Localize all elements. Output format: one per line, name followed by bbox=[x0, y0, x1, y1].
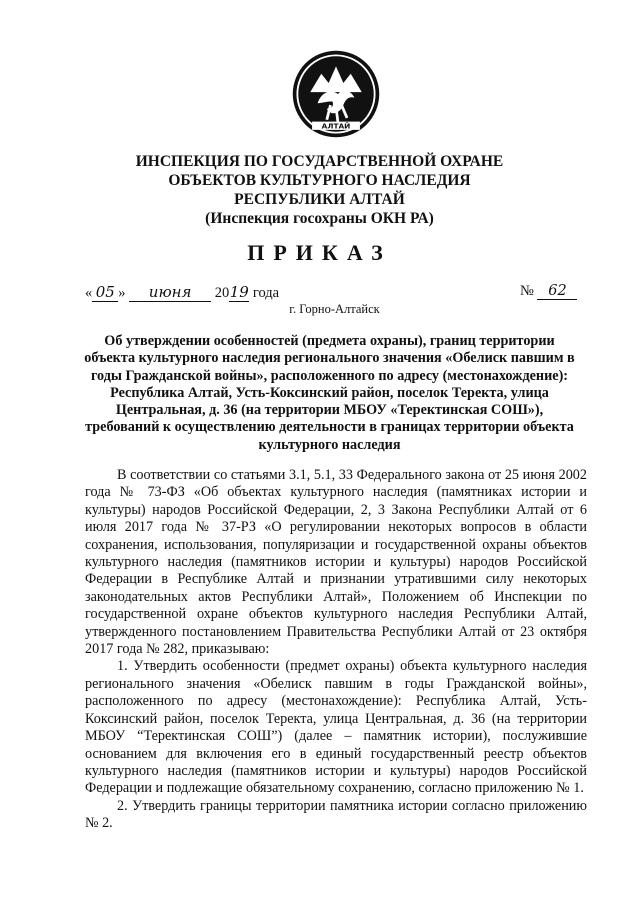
preamble-paragraph: В соответствии со статьями 3.1, 5.1, 33 Федерального закона от 25 июня 2002 года № 73-ФЗ «Об объектах культурного наследия (памятниках истории и культуры) народов Российской Федерации, 2, 3 Закона Республики Алтай от 6 июля 2017 года № 37-РЗ «О регулировании некоторых вопросов в области сохранения, использования, популяризации и государственной охраны объектов культурного наследия (памятников истории и культуры) народов Российской Федерации в Республике Алтай и признании утратившими силу некоторых законодательных актов Республики Алтай», Положением об Инспекции по государственной охране объектов культурного наследия Республики Алтай, утвержденного постановлением Правительства Республики Алтай от 23 октября 2017 года № 282, приказываю: bbox=[85, 467, 587, 658]
date-day: 05 bbox=[92, 283, 118, 302]
date-close-quote: » bbox=[118, 285, 126, 301]
org-line: ОБЪЕКТОВ КУЛЬТУРНОГО НАСЛЕДИЯ bbox=[168, 172, 471, 189]
date-open-quote: « bbox=[85, 285, 93, 301]
coat-of-arms-emblem bbox=[290, 48, 382, 140]
org-line: ИНСПЕКЦИЯ ПО ГОСУДАРСТВЕННОЙ ОХРАНЕ bbox=[135, 153, 504, 170]
order-number bbox=[520, 283, 577, 300]
date-year-suffix: 19 bbox=[229, 283, 249, 301]
item-1-paragraph: 1. Утвердить особенности (предмет охраны) объекта культурного наследия регионального значения «Обелиск павшим в годы Гражданской войны», расположенного по адресу (местонахождение): Республика Алтай, Усть-Коксинский район, поселок Теректа, улица Центральная, д. 36 (на территории МБОУ “Теректинская СОШ”) (далее – памятник истории), послужившие основанием для включения его в единый государственный реестр объектов культурного наследия (памятников истории и культуры) народов Российской Федерации и подлежащие обязательному сохранению, согласно приложению № 1. bbox=[85, 658, 587, 797]
item-2-paragraph: 2. Утвердить границы территории памятника истории согласно приложению № 2. bbox=[85, 797, 587, 832]
order-body bbox=[85, 467, 587, 833]
number-label: № bbox=[520, 283, 534, 299]
order-title: ПРИКАЗ bbox=[247, 240, 392, 265]
date-year-prefix: 20 bbox=[214, 285, 230, 301]
org-line: РЕСПУБЛИКИ АЛТАЙ bbox=[234, 191, 405, 208]
date-month: июня bbox=[129, 283, 211, 302]
order-subject: Об утверждении особенностей (предмета охраны), границ территории объекта культурного наследия регионального значения «Обелиск павшим в годы Гражданской войны», расположенного по адресу (местонахождение): Республика Алтай, Усть-Коксинский район, поселок Теректа, улица Центральная, д. 36 (на территории МБОУ «Теректинская СОШ»), требований к осуществлению деятельности в границах территории объекта культурного наследия bbox=[84, 333, 575, 453]
order-city: г. Горно-Алтайск bbox=[289, 302, 380, 316]
order-date bbox=[85, 283, 279, 302]
org-line: (Инспекция госохраны ОКН РА) bbox=[205, 210, 434, 227]
emblem-text: АЛТАЙ bbox=[321, 121, 351, 131]
organization-header bbox=[0, 152, 639, 228]
number-value: 62 bbox=[537, 283, 577, 300]
date-year-word: года bbox=[252, 285, 280, 301]
